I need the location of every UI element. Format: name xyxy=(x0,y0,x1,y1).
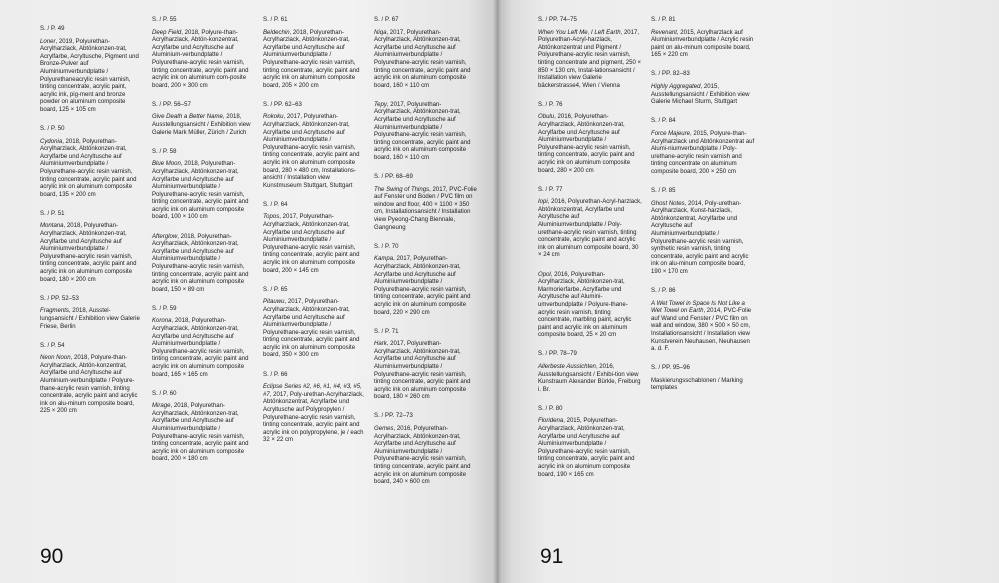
work-details: , 2017, Polyurethan-Acrylharzlack, Abtönkonzen-trat, Acrylfarbe und Acryltusche auf Aluminiumverbundplatte / Polyurethane-acrylic resin varnish, tinting concentrate, acrylic paint and acrylic ink on aluminum composite board, 350 × 300 cm xyxy=(263,299,360,359)
page-reference: S. / P. 80 xyxy=(538,405,563,412)
catalogue-entry xyxy=(538,272,642,340)
work-title: Obulu xyxy=(538,114,555,121)
work-title: Revenant xyxy=(651,29,677,36)
catalogue-entry xyxy=(374,17,478,90)
page-reference: S. / P. 60 xyxy=(152,390,177,397)
page-reference: S. / P. 70 xyxy=(374,243,399,250)
work-title: Deep Field xyxy=(152,29,182,36)
page-number-left: 90 xyxy=(40,545,64,568)
work-details: , 2017, Polyurethan-Acrylharzlack, Abtönkonzen-trat, Acrylfarbe und Acryltusche auf Aluminiumverbundplatte / Polyurethane-acrylic resin varnish, tinting concentrate, acrylic paint and acrylic ink on aluminum composite board, 160 × 110 cm xyxy=(374,101,471,161)
entry-text xyxy=(152,30,256,91)
work-details: , 2016, Polyurethan-Acryl-harzlack, Abtönkonzentrat, Acrylfarbe und Acryltusche auf Aluminiumverbundplatte / Poly-urethane-acrylic resin varnish, tinting concentrate, acrylic paint and acrylic ink on aluminum composite board, 30 × 24 cm xyxy=(538,199,642,259)
work-details: , 2017, Poly-urethan-Acrylharzlack, Abtönkonzentrat, Acrylfarbe und Acryltusche auf Polypropylen / Polyurethane-acrylic resin varnish, tinting concentrate, acrylic paint and acrylic ink on polypropylene, je / each 32 × 22 cm xyxy=(263,391,364,444)
work-details: , 2017, PVC-Folie auf Fenster und Boden / PVC film on window and floor, 400 × 1100 × 350 cm, Installationsansicht / Installation view Pyeong-Chang Biennale, Gangneung xyxy=(374,186,477,231)
page-number-right: 91 xyxy=(540,545,564,568)
work-title: Cydonia xyxy=(40,138,63,145)
entry-text xyxy=(152,161,256,222)
catalogue-entry xyxy=(263,17,367,90)
page-reference: S. / P. 85 xyxy=(651,188,676,194)
entry-text xyxy=(538,418,642,479)
catalogue-entry xyxy=(651,365,755,393)
left-column-2 xyxy=(152,17,256,476)
work-title: Iopi xyxy=(538,199,548,206)
entry-text xyxy=(40,223,144,284)
work-details: , 2016, Ausstellungsansicht / Exhibi-tion view Kunstraum Alexander Bürkle, Freiburg i. Br. xyxy=(538,363,641,393)
entry-text xyxy=(538,199,642,260)
entry-text xyxy=(152,403,256,464)
catalogue-entry xyxy=(538,187,642,260)
page-reference: S. / PP. 95–96 xyxy=(651,365,690,372)
entry-text xyxy=(40,355,144,416)
catalogue-entry xyxy=(651,17,755,60)
work-title: Give Death a Better Name xyxy=(152,114,223,121)
work-title: Highly Aggregated xyxy=(651,84,701,91)
work-title: Mirage xyxy=(152,403,171,410)
work-details: , 2018, Polyurethan-Acrylharzlack, Abtönkonzen-trat, Acrylfarbe und Acryltusche auf Aluminiumverbundplatte / Polyurethane-acrylic resin varnish, tinting concentrate, acrylic paint and acrylic ink on aluminum composite board, 135 × 200 cm xyxy=(40,138,137,198)
entry-text xyxy=(374,30,478,91)
catalogue-entry xyxy=(538,351,642,394)
work-details: , 2018, Polyurethan-Acrylharzlack, Abtönkonzen-trat, Acrylfarbe und Acryltusche auf Aluminiumverbundplatte / Polyurethane-acrylic resin varnish, tinting concentrate, acrylic paint and acrylic ink on aluminum composite board, 165 × 165 cm xyxy=(152,318,249,378)
catalogue-entry xyxy=(538,406,642,479)
catalogue-entry xyxy=(152,391,256,464)
work-details: , 2018, Polyure-than-Acrylharzlack, Abtön-konzentrat, Acrylfarbe und Acryltusche auf Aluminium-verbundplatte / Polyure-thane-acrylic resin varnish, tinting concentrate, acrylic paint and acrylic ink on alu-minum composite board, 225 × 200 cm xyxy=(40,355,138,415)
entry-text xyxy=(374,341,478,402)
entry-text xyxy=(374,187,478,233)
entry-text xyxy=(40,39,144,115)
work-title: Blue Moon xyxy=(152,161,181,168)
page-reference: S. / P. 50 xyxy=(40,126,65,133)
left-column-4 xyxy=(374,17,478,498)
entry-text xyxy=(263,114,367,190)
catalogue-entry xyxy=(152,17,256,90)
work-title: Allerbeste Aussichten xyxy=(538,363,596,370)
work-title: Neon Noon xyxy=(40,355,71,362)
entry-text xyxy=(263,30,367,91)
catalogue-entry xyxy=(651,188,755,277)
work-details: Maskierungsschablonen / Marking templates xyxy=(651,377,743,392)
page-reference: S. / P. 61 xyxy=(263,17,288,23)
catalogue-entry xyxy=(374,174,478,232)
entry-text xyxy=(538,30,642,91)
catalogue-entry xyxy=(152,102,256,137)
work-details: , 2018, Polyurethan-Acrylharzlack, Abtönkonzen-trat, Acrylfarbe und Acryltusche auf Aluminiumverbundplatte / Polyurethane-acrylic resin varnish, tinting concentrate, acrylic paint and acrylic ink on aluminum composite board, 200 × 180 cm xyxy=(152,403,249,463)
work-title: Hark xyxy=(374,341,387,348)
entry-text xyxy=(651,201,755,277)
entry-text xyxy=(263,299,367,360)
catalogue-entry xyxy=(374,102,478,163)
work-title: Loner xyxy=(40,38,56,45)
entry-text xyxy=(374,256,478,317)
work-title: Floridena xyxy=(538,418,564,425)
entry-text xyxy=(152,114,256,137)
work-details: , 2018, Polyurethan-Acrylharzlack, Abtönkonzen-trat, Acrylfarbe und Acryltusche auf Aluminiumverbundplatte / Polyurethane-acrylic resin varnish, tinting concentrate, acrylic paint and acrylic ink on aluminum composite board, 150 × 89 cm xyxy=(152,233,249,293)
work-details: , 2018, Polyurethan-Acrylharzlack, Abtönkonzen-trat, Acrylfarbe und Acryltusche auf Aluminiumverbundplatte / Polyurethane-acrylic resin varnish, tinting concentrate, acrylic paint and acrylic ink on aluminum composite board, 205 × 200 cm xyxy=(263,29,360,89)
work-details: , 2017, Polyurethan-Acrylharzlack, Abtönkonzen-trat, Acrylfarbe und Acryltusche auf Aluminiumverbundplatte / Polyurethane-acrylic resin varnish, tinting concentrate, acrylic paint and acrylic ink on aluminum composite board, 220 × 290 cm xyxy=(374,256,471,316)
work-title: Beldechin xyxy=(263,29,290,36)
catalogue-entry xyxy=(651,71,755,106)
work-title: Topos xyxy=(263,214,280,221)
page-reference: S. / PP. 82–83 xyxy=(651,71,690,78)
catalogue-entry xyxy=(263,102,367,191)
left-column-3 xyxy=(263,17,367,456)
page-reference: S. / P. 49 xyxy=(40,26,65,32)
page-reference: S. / PP. 78–79 xyxy=(538,351,577,358)
work-details: , 2014, PVC-Folie auf Wand und Fenster / PVC film on wall and window, 380 × 500 × 50 cm, Installationsansicht / Installation view Kunstverein Neuhausen, Neuhausen a. d. F. xyxy=(651,308,752,353)
work-details: , 2014, Poly-urethan-Acrylharzlack, Kunst-harzlack, Abtönkonzentrat, Acrylfarbe und Acryltusche auf Aluminiumverbundplatte / Polyurethane-acrylic resin varnish, synthetic resin varnish, tinting concentrate, acrylic paint and acrylic ink on alu-minum composite board, 190 × 170 cm xyxy=(651,200,749,275)
catalogue-entry xyxy=(152,149,256,222)
entry-text xyxy=(374,102,478,163)
page-reference: S. / PP. 72–73 xyxy=(374,413,413,420)
catalogue-entry xyxy=(374,244,478,317)
work-title: Kampa xyxy=(374,256,394,263)
entry-text xyxy=(651,378,755,393)
work-details: , 2017, Polyurethan-Acrylharzlack, Abtönkonzen-trat, Acrylfarbe und Acryltusche auf Aluminiumverbundplatte / Polyurethane-acrylic resin varnish, tinting concentrate, acrylic paint and acrylic ink on aluminum composite board, 160 × 110 cm xyxy=(374,29,471,89)
page-reference: S. / PP. 62–63 xyxy=(263,101,302,108)
page-reference: S. / P. 76 xyxy=(538,101,563,108)
entry-text xyxy=(40,139,144,200)
entry-text xyxy=(152,234,256,295)
catalogue-entry xyxy=(374,329,478,402)
page-reference: S. / P. 71 xyxy=(374,328,399,335)
work-title: Korona xyxy=(152,318,172,325)
catalogue-entry xyxy=(263,202,367,275)
work-title: A Wet Towel in Space Is Not Like a Wet Towel on Earth xyxy=(651,300,745,315)
catalogue-entry xyxy=(538,17,642,90)
left-page xyxy=(0,0,497,583)
work-details: , 2015, Ausstellungsansicht / Exhibition view Galerie Michael Sturm, Stuttgart xyxy=(651,84,750,106)
work-title: Rokoku xyxy=(263,114,284,121)
catalogue-entry xyxy=(40,343,144,416)
right-page xyxy=(497,0,999,583)
work-title: When You Left Me, I Left Earth xyxy=(538,29,621,36)
catalogue-entry xyxy=(40,126,144,199)
page-reference: S. / PP. 52–53 xyxy=(40,295,79,302)
page-reference: S. / P. 66 xyxy=(263,371,288,378)
work-details: , 2016, Polyurethan-Acrylharzlack, Abtönkonzen-trat, Acrylfarbe und Acryltusche auf Aluminiumverbundplatte / Polyurethane-acrylic resin varnish, tinting concentrate, acrylic paint and acrylic ink on aluminum composite board, 240 × 600 cm xyxy=(374,426,471,486)
work-details: , 2015, Acrylharzlack auf Aluminiumverbundplatte / Acrylic resin paint on alu-minum composite board, 165 × 220 cm xyxy=(651,29,754,59)
page-reference: S. / P. 84 xyxy=(651,118,676,125)
work-title: Opol xyxy=(538,271,551,278)
catalogue-entry xyxy=(651,288,755,354)
work-details: , 2015, Polyure-than-Acrylharzlack und Abtönkonzentrat auf Alumi-niumverbundplatte / Poly-urethane-acrylic resin varnish and tinting concentrate on aluminum composite board, 200 × 250 cm xyxy=(651,130,755,175)
entry-text xyxy=(651,30,755,60)
work-details: , 2017, Polyurethan-Acrylharzlack, Abtönkonzen-trat, Acrylfarbe und Acryltusche auf Aluminiumverbundplatte / Polyurethane-acrylic resin varnish, tinting concentrate, acrylic paint and acrylic ink on aluminum composite board, 200 × 145 cm xyxy=(263,214,360,274)
page-reference: S. / P. 58 xyxy=(152,148,177,155)
catalogue-entry xyxy=(40,26,144,115)
work-details: , 2017, Polyurethan-Acrylharzlack, Abtönkonzen-trat, Acrylfarbe und Acryltusche auf Aluminiumverbundplatte / Polyurethane-acrylic resin varnish, tinting concentrate, acrylic paint and acrylic ink on aluminum composite board, 280 × 480 cm, Installations-ansicht / Installation view Kunstmuseum Stuttgart, Stuttgart xyxy=(263,114,360,189)
catalogue-entry xyxy=(152,306,256,379)
catalogue-entry xyxy=(263,372,367,445)
work-title: Tepy xyxy=(374,101,387,108)
work-title: Niqa xyxy=(374,29,387,36)
work-details: , 2016, Polyurethan-Acrylharzlack, Abtönkonzen-trat, Marmorierfarbe, Acrylfarbe und Acryltusche auf Alumini-umverbundplatte / Polyure-thane-acrylic resin varnish, tinting concentrate, marbling paint, acrylic paint and acrylic ink on aluminum composite board, 25 × 20 cm xyxy=(538,271,632,339)
book-gutter xyxy=(493,0,501,583)
work-details: , 2016, Polyurethan-Acrylharzlack, Abtönkonzen-trat, Acrylfarbe und Acryltusche auf Aluminiumverbundplatte / Polyurethane-acrylic resin varnish, tinting concentrate, acrylic paint and acrylic ink on aluminum composite board, 280 × 200 cm xyxy=(538,114,635,174)
work-details: , 2017, Polyurethan-Acryl-harzlack, Abtönkonzentrat und Pigment / Polyurethane-acrylic resin varnish, tinting concentrate and pigment, 250 × 850 × 130 cm, Instal-lationsansicht / Installation view Galerie bäckerstrasse4, Wien / Vienna xyxy=(538,29,642,89)
work-title: Eclipse Series #2, #6, #1, #4, #3, #5, #7 xyxy=(263,384,362,398)
work-title: Ghost Notes xyxy=(651,200,685,207)
entry-text xyxy=(263,384,367,445)
catalogue-entry xyxy=(152,234,256,295)
work-title: The Swing of Things xyxy=(374,186,430,193)
entry-text xyxy=(263,214,367,275)
entry-text xyxy=(538,114,642,175)
work-details: , 2018, Polyurethan-Acrylharzlack, Abtönkonzen-trat, Acrylfarbe und Acryltusche auf Aluminiumverbundplatte / Polyurethane-acrylic resin varnish, tinting concentrate, acrylic paint and acrylic ink on aluminum composite board, 100 × 100 cm xyxy=(152,161,249,221)
catalogue-entry xyxy=(40,296,144,331)
entry-text xyxy=(152,318,256,379)
entry-text xyxy=(538,364,642,394)
page-reference: S. / P. 54 xyxy=(40,342,65,349)
work-details: , 2017, Polyurethan-Acrylharzlack, Abtönkonzen-trat, Acrylfarbe und Acryltusche auf Aluminiumverbundplatte / Polyurethane-acrylic resin varnish, tinting concentrate, acrylic paint and acrylic ink on aluminum composite board, 180 × 260 cm xyxy=(374,341,471,401)
work-details: , 2018, Ausstellungsansicht / Exhibition view Galerie Mark Müller, Zürich / Zurich xyxy=(152,114,251,136)
page-reference: S. / P. 64 xyxy=(263,201,288,208)
page-reference: S. / P. 65 xyxy=(263,286,288,293)
page-reference: S. / P. 59 xyxy=(152,305,177,312)
page-reference: S. / P. 81 xyxy=(651,17,676,23)
page-reference: S. / PP. 68–69 xyxy=(374,174,413,181)
work-details: , 2018, Ausstel-lungsansicht / Exhibition view Galerie Friese, Berlin xyxy=(40,308,140,330)
catalogue-entry xyxy=(374,413,478,486)
entry-text xyxy=(40,308,144,331)
left-column-1 xyxy=(40,26,144,427)
entry-text xyxy=(538,272,642,340)
page-reference: S. / P. 67 xyxy=(374,17,399,23)
catalogue-entry xyxy=(40,211,144,284)
right-column-1 xyxy=(538,17,642,491)
work-details: , 2019, Polyurethan-Acrylharzlack, Abtönkonzen-trat, Acrylfarbe, Acryltusche, Pigment und Bronze-Pulver auf Aluminiumverbundplatte / Polyurethaneacrylic resin varnish, tinting concentrate, acrylic paint, acrylic ink, pig-ment and bronze powder on aluminum composite board, 125 × 105 cm xyxy=(40,38,139,113)
catalogue-entry xyxy=(651,118,755,176)
work-details: , 2018, Polyure-than-Acrylharzlack, Abtön-konzentrat, Acrylfarbe und Acryltusche auf Aluminium-verbundplatte / Polyurethane-acrylic resin varnish, tinting concentrate, acrylic paint and acrylic ink on aluminum com-posite board, 200 × 300 cm xyxy=(152,29,249,89)
right-column-2 xyxy=(651,17,755,405)
work-title: Force Majeure xyxy=(651,130,690,137)
work-title: Fragments xyxy=(40,308,69,315)
work-title: Gemes xyxy=(374,426,394,433)
work-details: , 2018, Polyurethan-Acrylharzlack, Abtönkonzen-trat, Acrylfarbe und Acryltusche auf Aluminiumverbundplatte / Polyurethane-acrylic resin varnish, tinting concentrate, acrylic paint and acrylic ink on aluminum composite board, 180 × 200 cm xyxy=(40,223,137,283)
work-title: Afterglow xyxy=(152,233,178,240)
entry-text xyxy=(651,301,755,354)
page-reference: S. / P. 55 xyxy=(152,17,177,23)
entry-text xyxy=(374,426,478,487)
page-reference: S. / P. 86 xyxy=(651,288,676,295)
page-reference: S. / PP. 56–57 xyxy=(152,101,191,108)
page-reference: S. / P. 51 xyxy=(40,210,65,217)
page-reference: S. / P. 77 xyxy=(538,186,563,193)
page-reference: S. / PP. 74–75 xyxy=(538,17,577,23)
work-title: Pitauwu xyxy=(263,299,285,306)
catalogue-entry xyxy=(263,287,367,360)
entry-text xyxy=(651,131,755,177)
entry-text xyxy=(651,84,755,107)
work-title: Montana xyxy=(40,223,64,230)
work-details: , 2015, Polyurethan-Acrylharzlack, Abtönkonzen-trat, Acrylfarbe und Acryltusche auf Aluminiumverbundplatte / Polyurethane-acrylic resin varnish, tinting concentrate, acrylic paint and acrylic ink on aluminum composite board, 190 × 165 cm xyxy=(538,418,635,478)
catalogue-entry xyxy=(538,102,642,175)
